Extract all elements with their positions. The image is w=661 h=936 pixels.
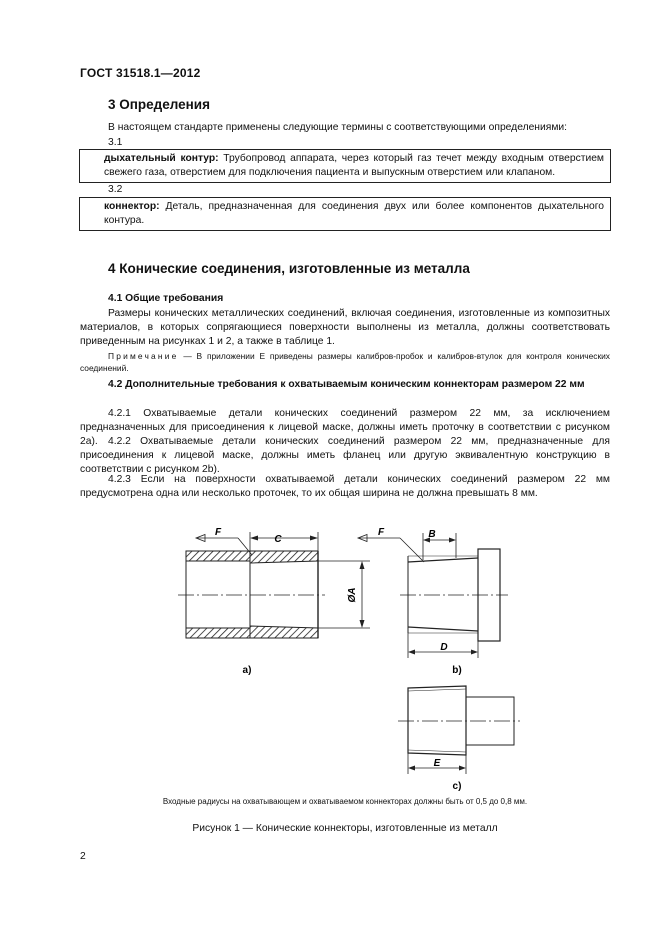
paragraph-4-2-1: 4.2.1 Охватываемые детали конических соединений размером 22 мм, за исключением предназначенных для присоединения к лицевой маске, должны иметь проточку в соответствии с рисунком 2а). xyxy=(80,408,610,447)
label-c: C xyxy=(274,534,282,545)
label-b: B xyxy=(428,529,436,540)
section-4-1-title: 4.1 Общие требования xyxy=(108,293,224,304)
note-text: — В приложении Е приведены размеры калибров-пробок и калибров-втулок для контроля конических соединений. xyxy=(80,351,610,373)
figure-note: Входные радиусы на охватывающем и охватываемом коннекторах должны быть от 0,5 до 0,8 мм. xyxy=(162,797,528,806)
term-3-1-name: дыхательный контур: xyxy=(104,153,219,164)
section-4-title: 4 Конические соединения, изготовленные из металла xyxy=(108,261,470,276)
term-3-2-definition: Деталь, предназначенная для соединения двух или более компонентов дыхательного контура. xyxy=(104,201,604,226)
paragraph-4-2-2: 4.2.2 Охватываемые детали конических соединений размером 22 мм, предназначенные для присоединения к лицевой маске, должны иметь фланец или другую эквивалентную конструкцию в соответствии с рисунком 2b). xyxy=(80,436,610,475)
figure-caption: Рисунок 1 — Конические коннекторы, изготовленные из металл xyxy=(192,823,498,834)
subfigure-b-label: b) xyxy=(452,665,462,676)
section-3-intro: В настоящем стандарте применены следующие термины с соответствующими определениями: xyxy=(108,122,568,133)
document-header: ГОСТ 31518.1—2012 xyxy=(80,66,201,80)
section-3-title: 3 Определения xyxy=(108,97,210,112)
female-connector-drawing xyxy=(178,532,370,638)
subfigure-a-label: a) xyxy=(242,665,252,676)
page-number: 2 xyxy=(80,851,86,862)
label-diameter-a: ØA xyxy=(347,587,358,603)
term-3-1-definition: Трубопровод аппарата, через который газ течет между входным отверстием свежего газа, отверстием для подключения пациента и выпускным отверстием или клапаном. xyxy=(104,153,604,178)
figure-1-drawing xyxy=(0,515,661,800)
male-connector-drawing xyxy=(358,533,508,658)
section-4-1-text: Размеры конических металлических соединений, включая соединения, изготовленные из композитных материалов, в которых сопрягающиеся поверхности выполнены из металла, должны соответствовать приведенным на рисунках 1 и 2, а также в таблице 1. xyxy=(80,308,610,347)
subfigure-c-label: c) xyxy=(452,781,462,792)
label-e: E xyxy=(433,758,441,769)
term-3-2-box xyxy=(79,197,611,231)
note-paragraph xyxy=(80,350,610,374)
label-f-a: F xyxy=(214,527,222,538)
term-3-2-number: 3.2 xyxy=(108,184,123,195)
note-label: Примечание xyxy=(108,351,179,361)
connector-c-drawing xyxy=(398,686,520,774)
label-f-b: F xyxy=(377,527,385,538)
term-3-2-name: коннектор: xyxy=(104,201,160,212)
term-3-1-number: 3.1 xyxy=(108,137,123,148)
section-4-2-title: 4.2 Дополнительные требования к охватываемым коническим коннекторам размером 22 мм xyxy=(108,379,585,390)
term-3-1-box xyxy=(79,149,611,183)
label-d: D xyxy=(440,642,448,653)
paragraph-4-2-3: 4.2.3 Если на поверхности охватываемой детали конических соединений размером 22 мм предусмотрена одна или несколько проточек, то их общая ширина не должна превышать 8 мм. xyxy=(80,474,610,499)
